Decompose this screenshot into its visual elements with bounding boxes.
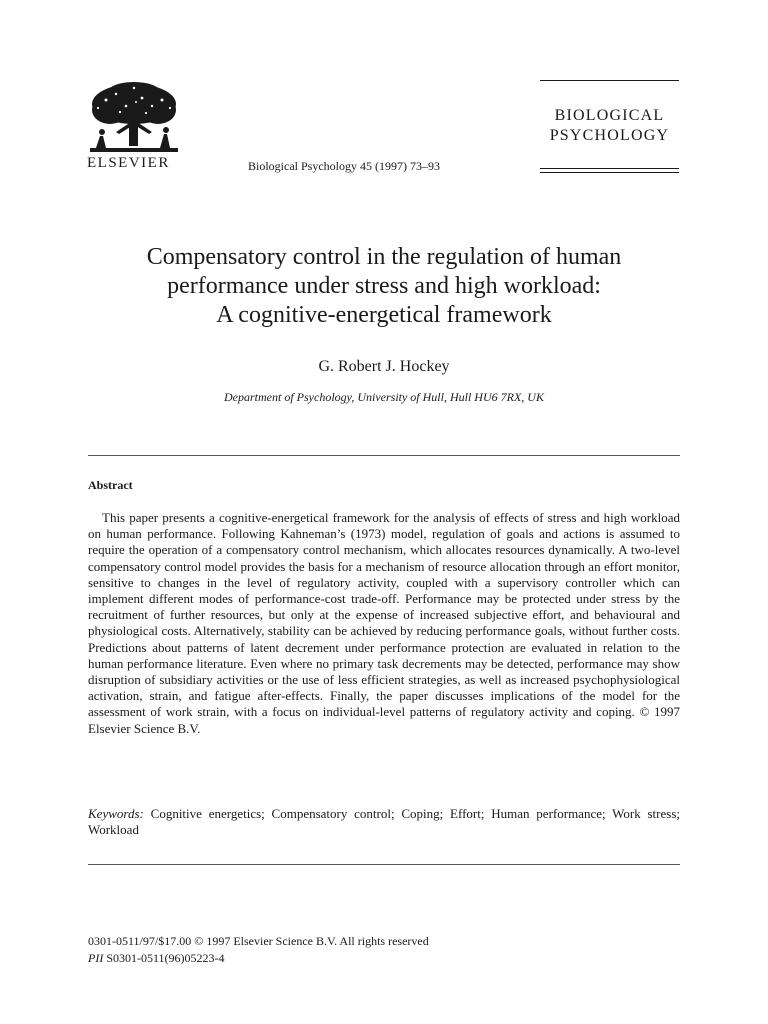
journal-name xyxy=(540,106,679,146)
abstract-heading: Abstract xyxy=(88,478,133,492)
elsevier-tree-logo xyxy=(86,80,182,158)
journal-name-line1: BIOLOGICAL xyxy=(554,107,665,124)
journal-name-rule-top xyxy=(540,80,679,81)
abstract-text: This paper presents a cognitive-energetical framework for the analysis of effects of stress and high workload on human performance. Following Kahneman’s (1973) model, regulation of goals and actions is assumed to require the operation of a compensatory control mechanism, which allocates resources dynamically. A two-level compensatory control model provides the basis for a mechanism of resource allocation through an effort monitor, sensitive to changes in the level of regulatory activity, coupled with a supervisory controller which can implement different modes of performance-cost trade-off. Performance may be protected under stress by the recruitment of further resources, but only at the expense of increased subjective effort, and behavioural and physiological costs. Alternatively, stability can be achieved by reducing performance goals, without further costs. Predictions about patterns of latent decrement under performance protection are evaluated in relation to the human performance literature. Even where no primary task decrements may be detected, performance may show disruption of subsidiary activities or the use of less efficient strategies, as well as increased psychophysiological activation, strain, and fatigue after-effects. Finally, the paper discusses implications of the model for the assessment of work strain, with a focus on individual-level patterns of regulatory activity and coping. © 1997 Elsevier Science B.V. xyxy=(88,510,680,736)
author-name: G. Robert J. Hockey xyxy=(318,358,450,375)
keywords-list: Cognitive energetics; Compensatory control; Coping; Effort; Human performance; Work stress; Workload xyxy=(88,806,680,838)
author-affiliation: Department of Psychology, University of Hull, Hull HU6 7RX, UK xyxy=(224,390,544,404)
pii-label: PII xyxy=(88,951,104,965)
keywords-paragraph xyxy=(88,806,680,838)
copyright-footer xyxy=(88,933,429,967)
journal-name-rule-bottom-double xyxy=(540,172,679,173)
article-title-line3: A cognitive-energetical framework xyxy=(216,302,552,328)
keywords-label: Keywords: xyxy=(88,806,144,821)
abstract-top-divider xyxy=(88,455,680,456)
copyright-line: 0301-0511/97/$17.00 © 1997 Elsevier Science B.V. All rights reserved xyxy=(88,934,429,948)
abstract-bottom-divider xyxy=(88,864,680,865)
pii-value: S0301-0511(96)05223-4 xyxy=(103,951,225,965)
article-title xyxy=(60,243,708,330)
article-title-line2: performance under stress and high workload: xyxy=(167,273,601,299)
journal-name-line2: PSYCHOLOGY xyxy=(549,127,670,144)
journal-name-rule-bottom xyxy=(540,168,679,169)
journal-citation: Biological Psychology 45 (1997) 73–93 xyxy=(248,159,440,173)
article-title-line1: Compensatory control in the regulation of human xyxy=(146,244,622,270)
publisher-name: ELSEVIER xyxy=(87,155,170,171)
pii-line xyxy=(88,950,429,967)
